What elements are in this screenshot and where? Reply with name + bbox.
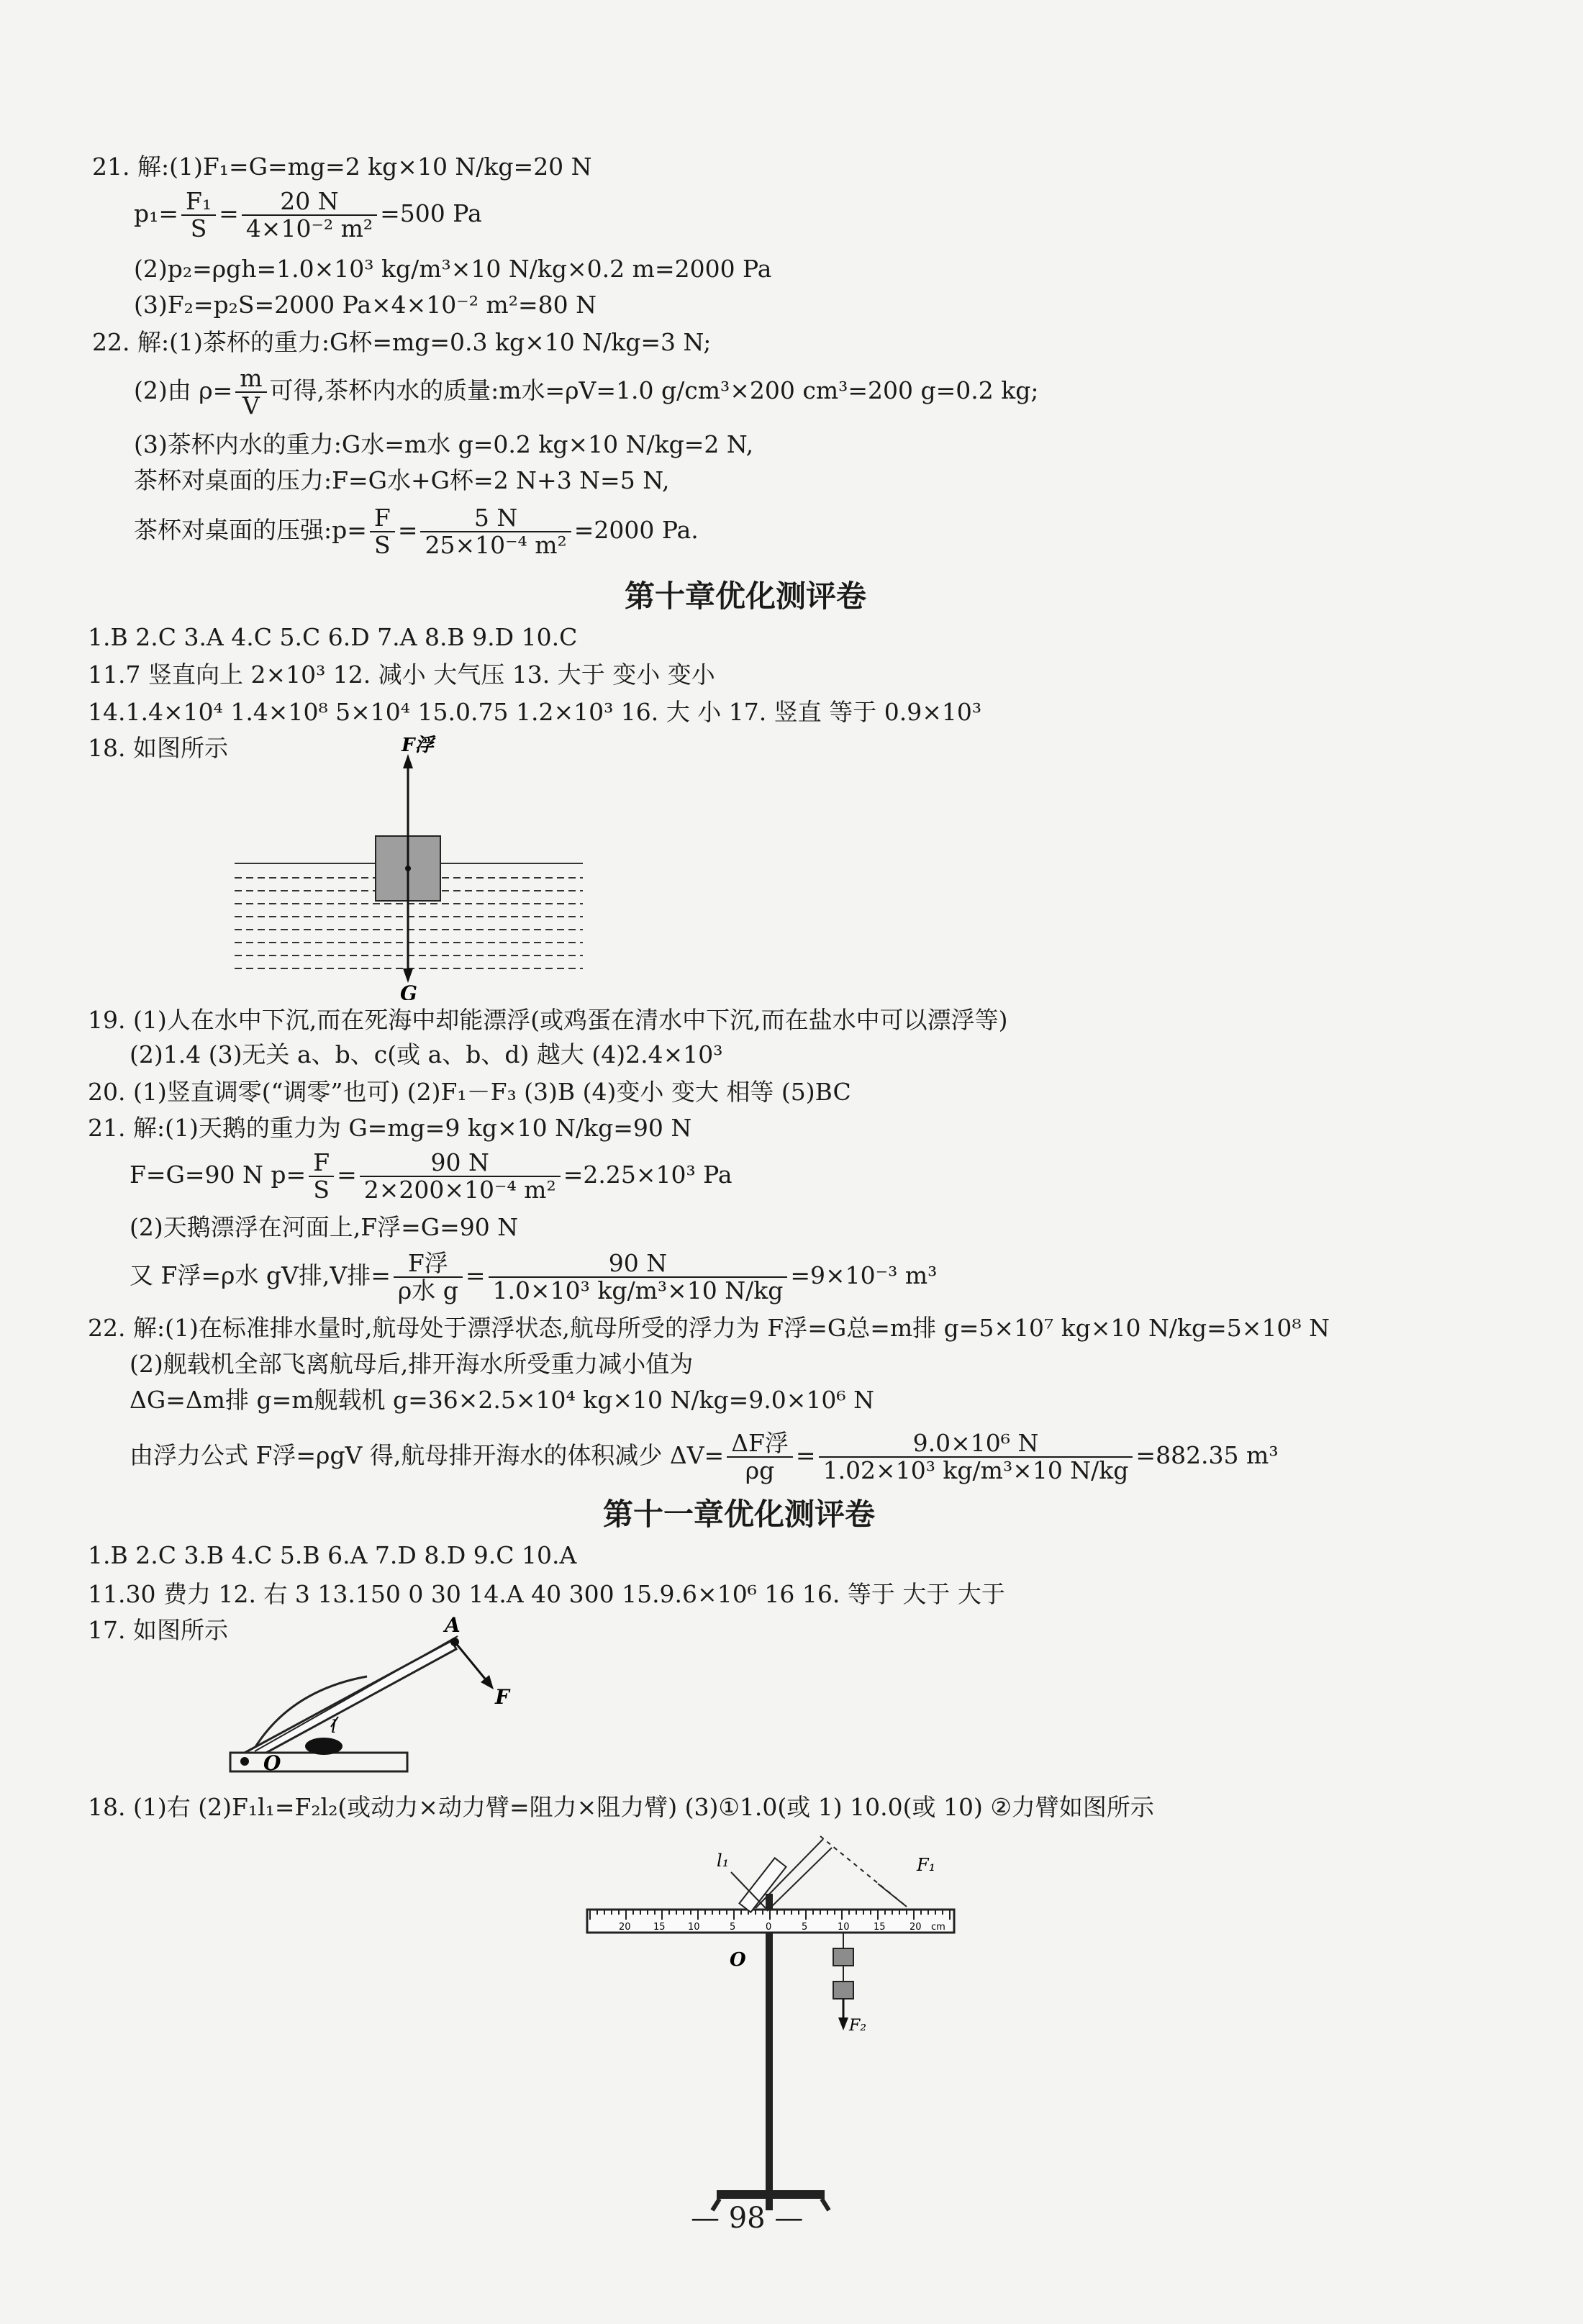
q22-line3: (3)茶杯内水的重力:G水=m水 g=0.2 kg×10 N/kg=2 N, [134, 430, 754, 458]
equals: = [337, 1161, 357, 1189]
text: =882.35 m³ [1135, 1441, 1279, 1469]
ch11-answers-1: 1.B 2.C 3.B 4.C 5.B 6.A 7.D 8.D 9.C 10.A [88, 1541, 577, 1569]
tick-label: 20 [619, 1922, 631, 1933]
q22-line1: 22. 解:(1)茶杯的重力:G杯=mg=0.3 kg×10 N/kg=3 N; [92, 328, 712, 356]
ch10-q19b: (2)1.4 (3)无关 a、b、c(或 a、b、d) 越大 (4)2.4×10³ [130, 1040, 723, 1068]
q21-line1: 21. 解:(1)F₁=G=mg=2 kg×10 N/kg=20 N [92, 153, 592, 181]
numerator: 90 N [489, 1250, 788, 1278]
text: 茶杯对桌面的压强:p= [134, 516, 367, 544]
fraction [819, 1430, 1133, 1484]
denominator: ρ水 g [397, 1276, 458, 1304]
text: =2.25×10³ Pa [563, 1161, 732, 1189]
text: =9×10⁻³ m³ [790, 1261, 938, 1289]
tick-label: 15 [653, 1922, 666, 1933]
denominator: S [190, 214, 207, 242]
chapter11-title: 第十一章优化测评卷 [603, 1497, 876, 1532]
arrowhead-f2 [838, 2017, 848, 2030]
pivot-point [240, 1757, 249, 1766]
equals: = [465, 1261, 486, 1289]
fig-f-label: F浮 [402, 735, 434, 756]
buoyancy-figure [230, 734, 590, 1000]
equals: = [219, 199, 239, 227]
ch11-q17-label: 17. 如图所示 [88, 1616, 228, 1644]
fraction [370, 505, 395, 558]
tick-label: 20 [910, 1922, 922, 1933]
fraction [727, 1430, 793, 1484]
nut-object [305, 1738, 343, 1755]
numerator: m [235, 366, 266, 393]
arm-inner-line [255, 1636, 458, 1751]
q21-line4: (3)F₂=p₂S=2000 Pa×4×10⁻² m²=80 N [134, 291, 597, 319]
weight-2 [833, 1982, 853, 1999]
fig-g-label: G [400, 981, 417, 1000]
center-point [405, 866, 411, 871]
text: 由浮力公式 F浮=ρgV 得,航母排开海水的体积减少 ΔV= [130, 1441, 725, 1469]
stand-pole [766, 1894, 773, 2210]
fraction [360, 1150, 561, 1203]
q21-line3: (2)p₂=ρgh=1.0×10³ kg/m³×10 N/kg×0.2 m=2000 Pa [134, 255, 772, 283]
weight-1 [833, 1948, 853, 1966]
tick-label: 5 [730, 1922, 736, 1933]
base-plate [230, 1753, 407, 1771]
tick-label: 10 [688, 1922, 700, 1933]
ch10-q22b: (2)舰载机全部飞离航母后,排开海水所受重力减小值为 [130, 1350, 694, 1378]
stand-foot [717, 2190, 825, 2199]
tick-label: 5 [802, 1922, 808, 1933]
denominator: 2×200×10⁻⁴ m² [363, 1176, 556, 1204]
denominator: S [313, 1176, 330, 1204]
q21-p1-label: p₁= [134, 199, 179, 227]
label-o: O [263, 1751, 281, 1775]
numerator: 9.0×10⁶ N [819, 1430, 1133, 1458]
tick-label: 15 [874, 1922, 886, 1933]
denominator: 1.02×10³ kg/m³×10 N/kg [822, 1456, 1129, 1484]
fraction [420, 505, 571, 558]
equals: = [795, 1441, 816, 1469]
f1-arrow [878, 1884, 907, 1907]
ch10-q22d [130, 1430, 1279, 1484]
fraction [394, 1250, 463, 1304]
label-f1: F₁ [917, 1855, 936, 1875]
tick-label: cm [931, 1922, 945, 1933]
q22-line4: 茶杯对桌面的压力:F=G水+G杯=2 N+3 N=5 N, [134, 466, 670, 494]
fraction [235, 366, 266, 419]
text: F=G=90 N p= [130, 1161, 307, 1189]
text: 又 F浮=ρ水 gV排,V排= [130, 1261, 391, 1289]
denominator: S [374, 531, 391, 559]
denominator: V [242, 391, 260, 419]
ch10-answers-1: 1.B 2.C 3.A 4.C 5.C 6.D 7.A 8.B 9.D 10.C [88, 623, 578, 651]
arrowhead-up [403, 754, 413, 768]
q22-line5 [134, 505, 699, 558]
numerator: F [370, 505, 395, 532]
denominator: ρg [745, 1456, 775, 1484]
label-f: F [495, 1685, 509, 1709]
ch10-q18-label: 18. 如图所示 [88, 734, 228, 762]
label-l1: l₁ [717, 1851, 730, 1871]
foot-right [822, 2199, 829, 2210]
fraction [309, 1150, 334, 1203]
text: (2)由 ρ= [134, 376, 233, 404]
force-f-arrow [455, 1642, 488, 1682]
ch11-answers-2: 11.30 费力 12. 右 3 13.150 0 30 14.A 40 300 15.9.6×10⁶ 16 16. 等于 大于 大于 [88, 1580, 1005, 1608]
numerator: 90 N [360, 1150, 561, 1177]
tick-label: 10 [838, 1922, 850, 1933]
page-number: — 98 — [691, 2202, 804, 2235]
fraction [181, 189, 216, 242]
spring-scale [739, 1858, 786, 1912]
q21-line2 [134, 189, 482, 242]
denominator: 4×10⁻² m² [245, 214, 373, 242]
ch10-answers-2: 11.7 竖直向上 2×10³ 12. 减小 大气压 13. 大于 变小 变小 [88, 661, 715, 689]
tick-label: 0 [766, 1922, 772, 1933]
lever-figure [223, 1612, 540, 1784]
chapter10-title: 第十章优化测评卷 [625, 578, 867, 614]
fraction [489, 1250, 788, 1304]
ch11-q18: 18. (1)右 (2)F₁l₁=F₂l₂(或动力×动力臂=阻力×阻力臂) (3)①1.0(或 1) 10.0(或 10) ②力臂如图所示 [88, 1793, 1154, 1821]
text: =2000 Pa. [573, 516, 699, 544]
text: 可得,茶杯内水的质量:m水=ρV=1.0 g/cm³×200 cm³=200 g=0.2 kg; [269, 376, 1039, 404]
label-l: l [331, 1717, 337, 1737]
ch10-q21c: (2)天鹅漂浮在河面上,F浮=G=90 N [130, 1213, 519, 1241]
denominator: 1.0×10³ kg/m³×10 N/kg [492, 1276, 784, 1304]
ch10-q20: 20. (1)竖直调零(“调零”也可) (2)F₁－F₃ (3)B (4)变小 变大 相等 (5)BC [88, 1078, 851, 1106]
label-a: A [445, 1613, 461, 1637]
equals: = [397, 516, 418, 544]
numerator: 5 N [420, 505, 571, 532]
balance-figure [576, 1828, 979, 2216]
ch10-q21a: 21. 解:(1)天鹅的重力为 G=mg=9 kg×10 N/kg=90 N [88, 1114, 692, 1142]
numerator: F₁ [181, 189, 216, 216]
result: =500 Pa [380, 199, 482, 227]
numerator: F [309, 1150, 334, 1177]
ch10-q19a: 19. (1)人在水中下沉,而在死海中却能漂浮(或鸡蛋在清水中下沉,而在盐水中可以漂浮等) [88, 1006, 1008, 1034]
numerator: 20 N [242, 189, 377, 216]
numerator: ΔF浮 [727, 1430, 793, 1458]
label-f2: F₂ [849, 2017, 867, 2035]
arrowhead-down [403, 968, 413, 983]
fraction [242, 189, 377, 242]
ch10-q22c: ΔG=Δm排 g=m舰载机 g=36×2.5×10⁴ kg×10 N/kg=9.0×10⁶ N [130, 1386, 875, 1414]
label-o: O [730, 1949, 746, 1971]
ch10-q21d [130, 1250, 937, 1304]
ch10-q22a: 22. 解:(1)在标准排水量时,航母处于漂浮状态,航母所受的浮力为 F浮=G总=m排 g=5×10⁷ kg×10 N/kg=5×10⁸ N [88, 1314, 1330, 1342]
denominator: 25×10⁻⁴ m² [425, 531, 567, 559]
ch10-answers-3: 14.1.4×10⁴ 1.4×10⁸ 5×10⁴ 15.0.75 1.2×10³ 16. 大 小 17. 竖直 等于 0.9×10³ [88, 698, 982, 726]
ch10-q21b [130, 1150, 732, 1203]
numerator: F浮 [394, 1250, 463, 1278]
q22-line2 [134, 366, 1038, 419]
